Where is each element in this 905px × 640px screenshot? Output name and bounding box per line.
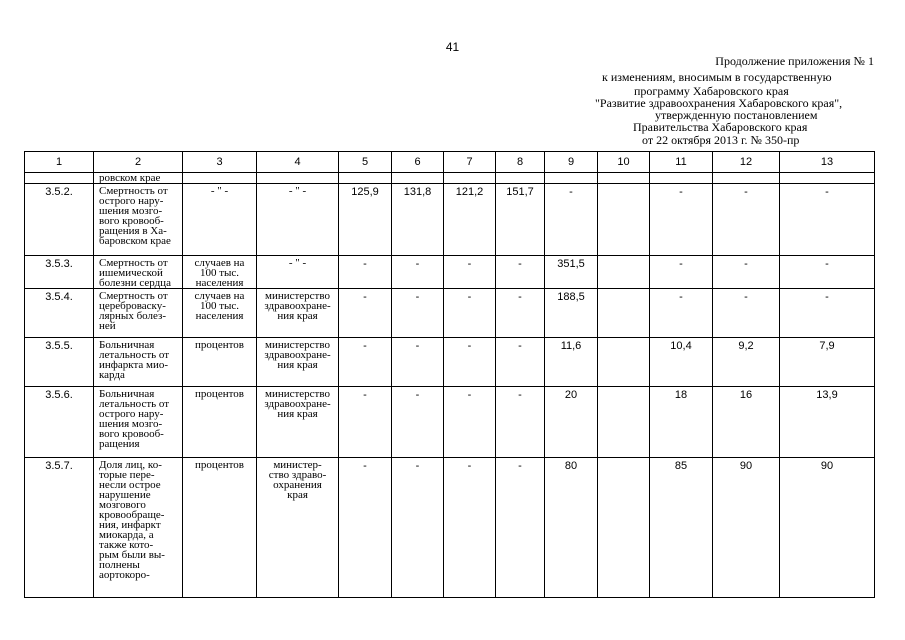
table-row — [25, 184, 875, 256]
header-line-7: от 22 октября 2013 г. № 350-пр — [642, 133, 800, 147]
indicator-name-line: Доля лиц, ко- — [99, 459, 162, 471]
unit-line: 100 тыс. — [199, 267, 240, 279]
value-cell: - — [339, 387, 392, 458]
value-cell: 351,5 — [545, 256, 598, 289]
header-line-6: Правительства Хабаровского края — [633, 120, 808, 134]
column-number-13: 13 — [780, 152, 875, 173]
row-number: 3.5.6. — [25, 387, 94, 458]
value-cell — [598, 184, 650, 256]
value-cell: 13,9 — [780, 387, 875, 458]
value-cell: 121,2 — [444, 184, 496, 256]
value-cell: - — [392, 458, 444, 598]
value-cell: 90 — [780, 458, 875, 598]
row-number: 3.5.4. — [25, 289, 94, 338]
indicator-name-line: острого нару- — [99, 408, 164, 420]
indicator-name-line: аортокоро- — [99, 569, 150, 581]
responsible-line: министерство — [264, 388, 330, 400]
header-line-2: к изменениям, вносимым в государственную — [602, 70, 832, 84]
value-cell: - — [780, 256, 875, 289]
indicator-name-line: кровообраще- — [99, 509, 165, 521]
header-line-5: утвержденную постановлением — [655, 108, 818, 122]
responsible-line: министерство — [264, 339, 330, 351]
row-number: 3.5.2. — [25, 184, 94, 256]
indicator-name-line: несли острое — [99, 479, 161, 491]
column-number-3: 3 — [183, 152, 257, 173]
column-number-9: 9 — [545, 152, 598, 173]
responsible-executor — [257, 458, 339, 598]
value-cell: - — [444, 256, 496, 289]
indicator-name-line: ращения — [99, 438, 140, 450]
column-number-4: 4 — [257, 152, 339, 173]
indicators-table — [24, 151, 875, 598]
column-number-8: 8 — [496, 152, 545, 173]
value-cell: - — [496, 458, 545, 598]
value-cell: - — [650, 289, 713, 338]
value-cell: 85 — [650, 458, 713, 598]
value-cell: - — [392, 256, 444, 289]
value-cell: - — [780, 289, 875, 338]
value-cell: - — [392, 338, 444, 387]
responsible-executor — [257, 338, 339, 387]
table-row — [25, 289, 875, 338]
unit-line: случаев на — [194, 290, 245, 302]
indicator-name — [94, 338, 183, 387]
responsible-executor — [257, 387, 339, 458]
indicator-name-line: Больничная — [99, 339, 155, 351]
unit-of-measure — [183, 338, 257, 387]
table-row — [25, 256, 875, 289]
responsible-executor — [257, 184, 339, 256]
value-cell: 7,9 — [780, 338, 875, 387]
indicator-name — [94, 458, 183, 598]
indicator-name — [94, 289, 183, 338]
indicator-name-line: Смертность от — [99, 185, 168, 197]
column-number-12: 12 — [713, 152, 780, 173]
indicator-name-line: торые пере- — [99, 469, 155, 481]
value-cell: 188,5 — [545, 289, 598, 338]
value-cell: - — [444, 458, 496, 598]
value-cell: - — [444, 289, 496, 338]
unit-line: процентов — [195, 339, 244, 351]
value-cell: - — [713, 184, 780, 256]
indicator-name-line: нарушение — [99, 489, 151, 501]
unit-line: процентов — [195, 459, 244, 471]
indicator-name-line: летальность от — [99, 349, 170, 361]
responsible-line: ния края — [277, 359, 318, 371]
value-cell: 11,6 — [545, 338, 598, 387]
unit-of-measure — [183, 184, 257, 256]
responsible-line: министерство — [264, 290, 330, 302]
value-cell — [598, 256, 650, 289]
indicator-name-line: Смертность от — [99, 290, 168, 302]
column-number-2: 2 — [94, 152, 183, 173]
value-cell: 80 — [545, 458, 598, 598]
table-row — [25, 458, 875, 598]
indicator-name-line: Смертность от — [99, 257, 168, 269]
indicator-name-line: шения мозго- — [99, 418, 163, 430]
value-cell: - — [392, 289, 444, 338]
responsible-line: ство здраво- — [268, 469, 327, 481]
value-cell: 18 — [650, 387, 713, 458]
indicator-name-line: лярных болез- — [99, 310, 167, 322]
value-cell: - — [496, 289, 545, 338]
indicator-name-line: карда — [99, 369, 125, 381]
value-cell — [598, 338, 650, 387]
value-cell: - — [339, 289, 392, 338]
table-row — [25, 387, 875, 458]
value-cell: 10,4 — [650, 338, 713, 387]
indicator-name-line: мозгового — [99, 499, 146, 511]
value-cell: - — [650, 256, 713, 289]
indicator-name-line: ней — [99, 320, 116, 332]
column-number-11: 11 — [650, 152, 713, 173]
value-cell: 9,2 — [713, 338, 780, 387]
table-row — [25, 338, 875, 387]
column-number-1: 1 — [25, 152, 94, 173]
indicator-name-line: полнены — [99, 559, 140, 571]
continuation-row — [25, 173, 875, 184]
value-cell: 90 — [713, 458, 780, 598]
value-cell: - — [392, 387, 444, 458]
value-cell: - — [339, 256, 392, 289]
value-cell: 16 — [713, 387, 780, 458]
indicator-name-line: цереброваску- — [99, 300, 166, 312]
unit-line: процентов — [195, 388, 244, 400]
indicator-name-line: также кото- — [99, 539, 154, 551]
indicator-name — [94, 387, 183, 458]
value-cell: - — [496, 338, 545, 387]
value-cell — [598, 289, 650, 338]
responsible-executor — [257, 289, 339, 338]
value-cell: - — [545, 184, 598, 256]
indicator-name-line: Больничная — [99, 388, 155, 400]
value-cell — [598, 387, 650, 458]
responsible-line: здравоохране- — [264, 398, 331, 410]
responsible-line: - " - — [288, 257, 307, 269]
responsible-line: ния края — [277, 310, 318, 322]
value-cell: - — [444, 387, 496, 458]
indicator-name-line: баровском крае — [99, 235, 171, 247]
unit-of-measure — [183, 387, 257, 458]
value-cell: - — [444, 338, 496, 387]
value-cell: - — [496, 387, 545, 458]
value-cell: - — [496, 256, 545, 289]
value-cell: - — [339, 338, 392, 387]
unit-line: случаев на — [194, 257, 245, 269]
indicator-name-line: ишемической — [99, 267, 163, 279]
indicator-name-line: ращения в Ха- — [99, 225, 167, 237]
unit-line: населения — [195, 310, 244, 322]
row-number: 3.5.3. — [25, 256, 94, 289]
responsible-line: охранения — [273, 479, 322, 491]
indicator-name-line: ния, инфаркт — [99, 519, 161, 531]
indicator-name — [94, 184, 183, 256]
column-number-7: 7 — [444, 152, 496, 173]
value-cell: 131,8 — [392, 184, 444, 256]
responsible-line: здравоохране- — [264, 349, 331, 361]
column-number-5: 5 — [339, 152, 392, 173]
header-line-1: Продолжение приложения № 1 — [715, 54, 874, 68]
indicator-name-line: летальность от — [99, 398, 170, 410]
indicator-name-line: острого нару- — [99, 195, 164, 207]
responsible-line: - " - — [288, 185, 307, 197]
column-number-10: 10 — [598, 152, 650, 173]
unit-of-measure — [183, 458, 257, 598]
unit-line: населения — [195, 277, 244, 289]
indicator-name-line: миокарда, а — [99, 529, 154, 541]
header-line-4: "Развитие здравоохранения Хабаровского края", — [595, 96, 843, 110]
continuation-name: ровском крае — [94, 173, 183, 184]
value-cell: - — [650, 184, 713, 256]
responsible-line: края — [287, 489, 308, 501]
indicator-name-line: вого кровооб- — [99, 215, 164, 227]
header-line-3: программу Хабаровского края — [634, 84, 789, 98]
indicator-name-line: рым были вы- — [99, 549, 165, 561]
responsible-line: здравоохране- — [264, 300, 331, 312]
responsible-line: министер- — [273, 459, 322, 471]
value-cell: - — [713, 289, 780, 338]
unit-line: 100 тыс. — [199, 300, 240, 312]
indicator-name-line: шения мозго- — [99, 205, 163, 217]
value-cell: 151,7 — [496, 184, 545, 256]
column-number-6: 6 — [392, 152, 444, 173]
value-cell — [598, 458, 650, 598]
responsible-executor — [257, 256, 339, 289]
value-cell: - — [713, 256, 780, 289]
value-cell: 20 — [545, 387, 598, 458]
unit-of-measure — [183, 256, 257, 289]
row-number: 3.5.7. — [25, 458, 94, 598]
indicator-name — [94, 256, 183, 289]
indicator-name-line: болезни сердца — [99, 277, 171, 289]
unit-line: - " - — [210, 185, 229, 197]
row-number: 3.5.5. — [25, 338, 94, 387]
responsible-line: ния края — [277, 408, 318, 420]
column-number-row — [25, 152, 875, 173]
unit-of-measure — [183, 289, 257, 338]
page-number: 41 — [445, 40, 460, 54]
indicator-name-line: вого кровооб- — [99, 428, 164, 440]
value-cell: - — [339, 458, 392, 598]
value-cell: 125,9 — [339, 184, 392, 256]
value-cell: - — [780, 184, 875, 256]
indicator-name-line: инфаркта мио- — [99, 359, 169, 371]
